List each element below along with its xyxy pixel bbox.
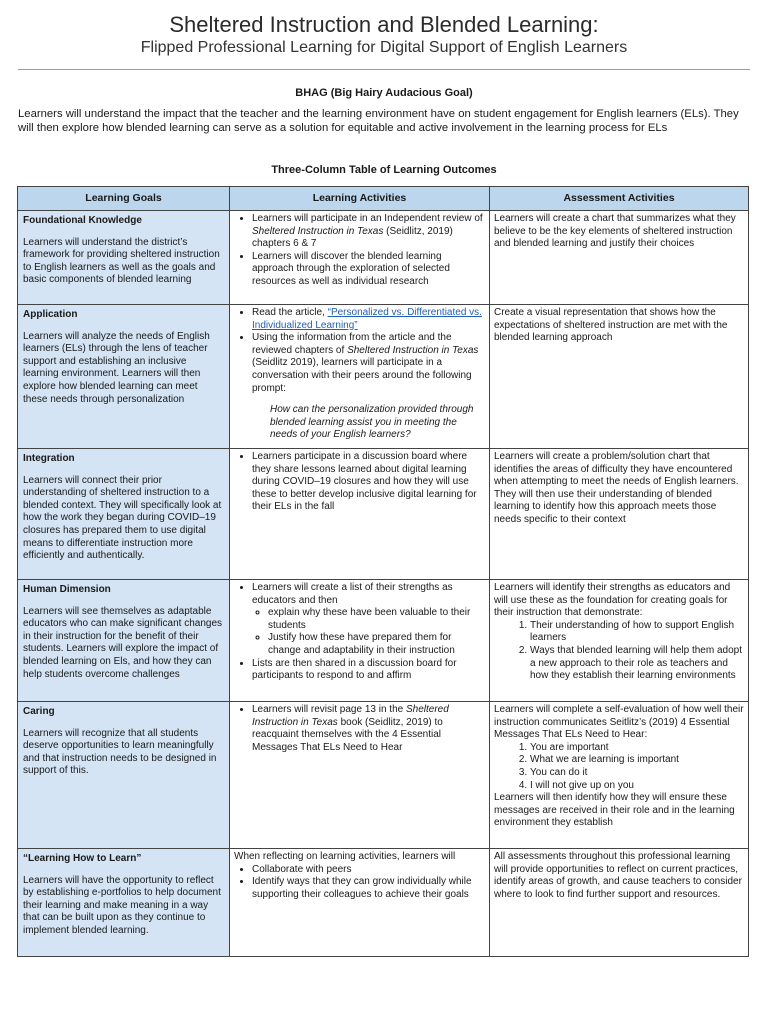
assessment-cell	[490, 449, 749, 580]
assessment-text: Learners will then identify how they will ensure these messages are received in their role and in the learning environment they establish	[494, 792, 735, 829]
activity-item	[252, 213, 485, 251]
article-link[interactable]: “Personalized vs. Differentiated vs. Individualized Learning”	[252, 307, 482, 331]
column-header-goals: Learning Goals	[18, 187, 230, 211]
activities-cell	[230, 580, 490, 702]
bhag-text: Learners will understand the impact that the teacher and the learning environment have on student engagement for English learners (ELs). They will then explore how blended learning can serve as a solution for equitable and active involvement in the learning process for ELs	[18, 108, 739, 134]
table-row	[18, 702, 749, 849]
activity-subitem: ◦ explain why these have been valuable to their students	[268, 607, 485, 632]
goal-title: Caring	[23, 706, 55, 717]
activity-text: Using the information from the article and the reviewed chapters of	[252, 332, 452, 356]
table-row	[18, 849, 749, 957]
goal-title: Foundational Knowledge	[23, 215, 142, 226]
book-title: Sheltered Instruction in Texas	[252, 704, 449, 728]
activities-cell	[230, 211, 490, 305]
header-divider	[18, 69, 750, 70]
goal-text: Learners will see themselves as adaptable educators who can make significant changes in their instruction for the benefit of their students. Learners will explore the impact of blended learning on Els, and how they can help students overcome challenges	[23, 605, 223, 680]
activity-item	[252, 307, 485, 332]
assessment-list	[494, 620, 744, 683]
activity-sublist	[252, 607, 485, 657]
activity-intro: When reflecting on learning activities, learners will	[234, 851, 456, 862]
goal-cell	[18, 702, 230, 849]
assessment-text: Learners will create a problem/solution chart that identifies the areas of difficulty they have encountered when attempting to meet the needs of English learners. They will then use their understanding of blended learning to identify how this approach meets those needs specific to their context	[494, 451, 739, 525]
activity-list	[234, 451, 485, 514]
goal-text: Learners will connect their prior understanding of sheltered instruction to a blended context. They will specifically look at how the work they began during COVID–19 closures has prepared them to use digital means to differentiate instruction more efficiently and authentically.	[23, 474, 222, 562]
book-title: Sheltered Instruction in Texas	[252, 225, 384, 237]
activities-cell	[230, 449, 490, 580]
activity-item: • Lists are then shared in a discussion board for participants to respond to and affirm	[252, 658, 485, 683]
activity-item	[252, 332, 485, 395]
assessment-item: 4. I will not give up on you	[530, 780, 744, 793]
assessment-item: 1. Their understanding of how to support English learners	[530, 620, 744, 645]
activity-item: • Learners participate in a discussion board where they share lessons learned about digital learning during COVID–19 closures and how they will use these to better develop inclusive digital learning for their ELs in the fall	[252, 451, 485, 514]
activity-subitem: ◦ Justify how these have prepared them for change and adaptability in their instruction	[268, 632, 485, 657]
assessment-text: Learners will create a chart that summarizes what they believe to be the key elements of sheltered instruction and blended learning and justify their choices	[494, 213, 736, 250]
table-heading: Three-Column Table of Learning Outcomes	[271, 164, 497, 176]
assessment-cell	[490, 211, 749, 305]
assessment-item: 3. You can do it	[530, 767, 744, 780]
activity-item: • Learners will discover the blended learning approach through the exploration of selected resources as well as individual research	[252, 251, 485, 289]
learning-outcomes-table	[17, 186, 749, 957]
assessment-item: 2. Ways that blended learning will help them adopt a new approach to their role as teachers and how they establish their learning environments	[530, 645, 744, 683]
activity-text: Read the article,	[252, 307, 328, 318]
table-header-row	[18, 187, 749, 211]
assessment-item: 1. You are important	[530, 742, 744, 755]
activity-item	[252, 582, 485, 658]
activities-cell	[230, 849, 490, 957]
column-header-activities: Learning Activities	[230, 187, 490, 211]
activity-list	[234, 213, 485, 289]
activity-text: book (Seidlitz, 2019) to reacquaint themselves with the 4 Essential Messages That ELs Need to Hear	[252, 716, 443, 753]
discussion-prompt: How can the personalization provided through blended learning assist you in meeting the needs of your English learners?	[270, 404, 474, 441]
page-subtitle: Flipped Professional Learning for Digital Support of English Learners	[140, 39, 628, 56]
goal-cell	[18, 449, 230, 580]
column-header-assessment: Assessment Activities	[490, 187, 749, 211]
assessment-cell	[490, 702, 749, 849]
assessment-list	[494, 742, 744, 792]
assessment-item: 2. What we are learning is important	[530, 754, 744, 767]
table-row	[18, 305, 749, 449]
goal-title: Integration	[23, 453, 75, 464]
activity-list	[234, 307, 485, 395]
activity-list	[234, 582, 485, 683]
activity-text: (Seidlitz, 2019) chapters 6 & 7	[252, 225, 453, 250]
goal-cell	[18, 305, 230, 449]
assessment-text: All assessments throughout this professional learning will provide opportunities to reflect on current practices, identify areas of growth, and cause teachers to consider where to look to find further support and resources.	[494, 851, 742, 900]
assessment-text: Create a visual representation that shows how the expectations of sheltered instruction are met with the blended learning approach	[494, 307, 728, 344]
goal-title: Human Dimension	[23, 584, 111, 595]
activities-cell	[230, 305, 490, 449]
goal-cell	[18, 211, 230, 305]
activities-cell	[230, 702, 490, 849]
activity-item: • Collaborate with peers	[252, 864, 485, 877]
bhag-heading: BHAG (Big Hairy Audacious Goal)	[295, 87, 473, 99]
assessment-cell	[490, 305, 749, 449]
goal-title: Application	[23, 309, 78, 320]
table-row	[18, 211, 749, 305]
activity-text: Learners will participate in an Independent review of	[252, 213, 483, 224]
book-title: Sheltered Instruction in Texas	[347, 344, 479, 356]
goal-title: “Learning How to Learn”	[23, 853, 142, 864]
goal-text: Learners will understand the district’s framework for providing sheltered instruction to English learners as well as the goals and basic components of blended learning	[23, 236, 220, 286]
assessment-cell	[490, 580, 749, 702]
table-row	[18, 580, 749, 702]
activity-text: Learners will create a list of their strengths as educators and then	[252, 582, 453, 606]
page-title: Sheltered Instruction and Blended Learning:	[169, 12, 599, 37]
activity-item	[252, 704, 485, 754]
activity-list	[234, 864, 485, 902]
goal-cell	[18, 849, 230, 957]
goal-cell	[18, 580, 230, 702]
goal-text: Learners will analyze the needs of English learners (ELs) through the lens of teacher support and establishing an inclusive learning environment. Learners will then explore how blended learning can meet these needs through personalization	[23, 330, 210, 405]
assessment-text: Learners will identify their strengths as educators and will use these as the foundation for creating goals for their instruction that demonstrate:	[494, 582, 731, 619]
activity-text: Learners will revisit page 13 in the	[252, 704, 406, 715]
table-row	[18, 449, 749, 580]
assessment-cell	[490, 849, 749, 957]
activity-list	[234, 704, 485, 754]
goal-text: Learners will have the opportunity to reflect by establishing e-portfolios to help document their learning and make meaning in a way that can be built upon as they continue to implement blended learning.	[23, 874, 221, 936]
activity-item: • Identify ways that they can grow individually while supporting their colleagues to achieve their goals	[252, 876, 485, 901]
assessment-text: Learners will complete a self-evaluation of how well their instruction communicates Seitlitz’s (2019) 4 Essential Messages That ELs Need to Hear:	[494, 704, 744, 741]
activity-text: (Seidlitz 2019), learners will participate in a conversation with their peers around the following prompt:	[252, 357, 472, 394]
goal-text: Learners will recognize that all students deserve opportunities to learn meaningfully and that instruction needs to be designed in support of this.	[23, 727, 217, 777]
